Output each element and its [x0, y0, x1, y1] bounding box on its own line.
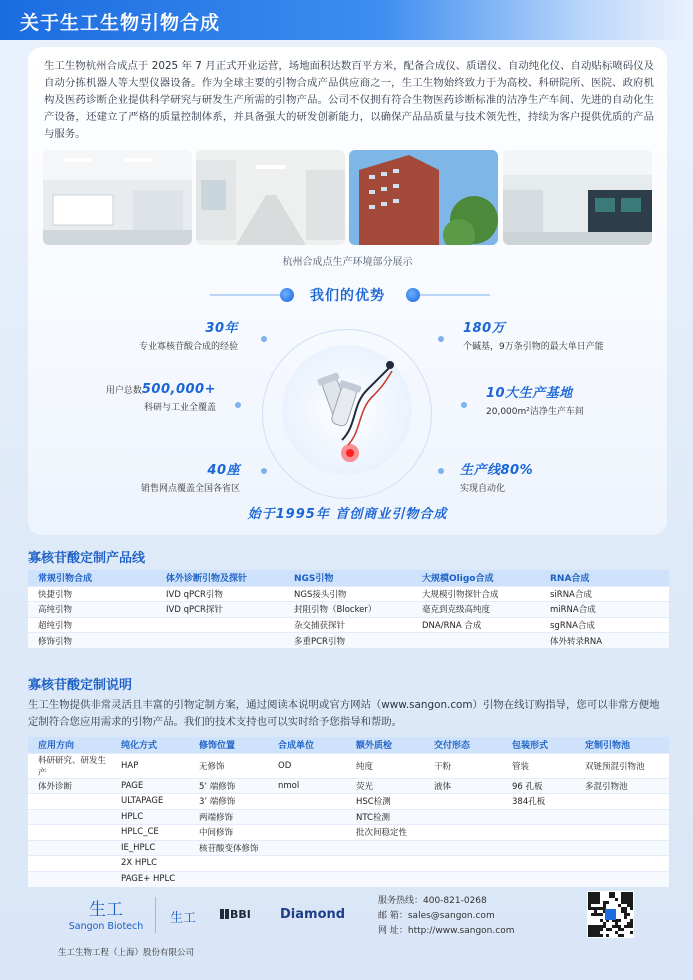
table-cell: 修饰引物 — [28, 633, 156, 649]
table-cell — [575, 840, 669, 856]
table-cell: NTC检测 — [346, 809, 424, 825]
table-cell: 2X HPLC — [111, 856, 189, 872]
product-line-title: 寡核苷酸定制产品线 — [28, 551, 146, 566]
table-cell — [189, 856, 268, 872]
table-cell: 封阻引物（Blocker） — [284, 602, 412, 618]
stat-automation: 生产线80% 实现自动化 — [460, 463, 534, 494]
table-cell — [502, 809, 575, 825]
footer — [58, 885, 638, 945]
table-row — [28, 825, 669, 841]
table-cell: 荧光 — [346, 778, 424, 794]
node-4 — [438, 336, 444, 342]
product-line-body — [28, 586, 669, 648]
column-header: NGS引物 — [284, 570, 412, 586]
table-cell — [424, 794, 502, 810]
table-header-row — [28, 737, 669, 753]
table-cell — [268, 856, 346, 872]
table-cell: nmol — [268, 778, 346, 794]
custom-options-body — [28, 753, 669, 887]
inner-ring — [282, 345, 412, 475]
table-cell: IVD qPCR引物 — [156, 586, 284, 602]
table-cell: 杂交捕获探针 — [284, 617, 412, 633]
sangon-cn-logo: 生工 — [170, 911, 197, 926]
table-cell — [28, 825, 111, 841]
company-name: 生工生物工程（上海）股份有限公司 — [58, 948, 195, 958]
custom-description: 生工生物提供非常灵活且丰富的引物定制方案，通过阅读本说明或官方网站（www.sangon.com）引物在线订购指导，您可以非常方便地定制符合您应用需求的引物产品。我们的技术支持也可以实时给予您指导和帮助。 — [28, 699, 660, 728]
column-header: 合成单位 — [268, 737, 346, 753]
node-3 — [261, 468, 267, 474]
table-cell: 多混引物池 — [575, 778, 669, 794]
photo-strip — [43, 150, 654, 245]
advantages-title: 我们的优势 — [310, 288, 385, 304]
table-cell: 科研研究、研发生产 — [28, 753, 111, 778]
stat-bases: 10大生产基地 20,000m²洁净生产车间 — [486, 386, 584, 417]
table-cell: 纯度 — [346, 753, 424, 778]
table-cell: NGS接头引物 — [284, 586, 412, 602]
table-cell: HPLC_CE — [111, 825, 189, 841]
table-cell: 体外诊断 — [28, 778, 111, 794]
bbi-logo: BBI — [220, 908, 251, 921]
stat-users: 用户总数500,000+ 科研与工业全覆盖 — [105, 382, 216, 413]
table-cell: 体外转录RNA — [540, 633, 669, 649]
qr-code-icon — [587, 891, 634, 938]
column-header: RNA合成 — [540, 570, 669, 586]
table-row — [28, 602, 669, 618]
contact-info — [378, 894, 514, 939]
stat-sales-outlets: 40座 销售网点覆盖全国各省区 — [140, 463, 240, 494]
table-cell — [575, 856, 669, 872]
column-header: 纯化方式 — [111, 737, 189, 753]
lab-photo-3 — [503, 150, 652, 245]
logo-divider — [155, 897, 156, 933]
table-cell: PAGE+ HPLC — [111, 871, 189, 887]
table-cell — [502, 825, 575, 841]
diamond-logo: Diamond — [280, 907, 346, 922]
table-cell: miRNA合成 — [540, 602, 669, 618]
website: 网 址：http://www.sangon.com — [378, 926, 515, 936]
oligo-tube-dna-icon — [282, 345, 412, 475]
table-cell — [156, 617, 284, 633]
intro-text: 生工生物杭州合成点于 2025 年 7 月正式开业运营，场地面积达数百平方米，配备合成仪、质谱仪、自动纯化仪、自动贴标喷码仪及自动分拣机器人等大型仪器设备。作为全球主要的引物合成产品供应商之一，生工生物始终致力于为高校、科研院所、医院、政府机构及医药诊断企业提供科学研究与研发生产所需的引物产品。公司不仅拥有符合生物医药诊断标准的洁净生产车间、先进的自动化生产设备，还建立了严格的质量控制体系，并具备强大的研发创新能力，以确保产品品质量与技术领先性，持续为客户提供优质的产品与服务。 — [44, 60, 654, 140]
stat-experience: 30年 专业寡核苷酸合成的经验 — [138, 321, 238, 352]
table-cell — [412, 633, 540, 649]
table-cell — [346, 840, 424, 856]
column-header: 修饰位置 — [189, 737, 268, 753]
divider-right — [420, 294, 490, 296]
column-header: 交付形态 — [424, 737, 502, 753]
table-cell — [268, 840, 346, 856]
table-cell — [268, 809, 346, 825]
table-cell: DNA/RNA 合成 — [412, 617, 540, 633]
table-row — [28, 586, 669, 602]
custom-title: 寡核苷酸定制说明 — [28, 678, 133, 693]
table-cell: 快捷引物 — [28, 586, 156, 602]
table-cell: IE_HPLC — [111, 840, 189, 856]
custom-options-table — [28, 737, 669, 887]
lab-photo-2 — [196, 150, 345, 245]
table-cell — [575, 809, 669, 825]
table-cell — [28, 856, 111, 872]
column-header: 应用方向 — [28, 737, 111, 753]
table-header-row — [28, 570, 669, 586]
table-row — [28, 809, 669, 825]
table-cell: 液体 — [424, 778, 502, 794]
table-cell: 5’ 端修饰 — [189, 778, 268, 794]
table-cell: HSC检测 — [346, 794, 424, 810]
product-line-table — [28, 570, 669, 648]
sangon-logo: 生工 Sangon Biotech — [68, 900, 144, 932]
stat-capacity: 180万 个碱基，9万条引物的最大单日产能 — [463, 321, 604, 352]
table-cell: 批次间稳定性 — [346, 825, 424, 841]
email: 邮 箱：sales@sangon.com — [378, 911, 495, 921]
node-5 — [461, 402, 467, 408]
table-cell — [424, 825, 502, 841]
table-cell: IVD qPCR探针 — [156, 602, 284, 618]
column-header: 常规引物合成 — [28, 570, 156, 586]
table-cell: 中间修饰 — [189, 825, 268, 841]
table-row — [28, 633, 669, 649]
table-cell: 无修饰 — [189, 753, 268, 778]
table-row — [28, 794, 669, 810]
table-cell: 96 孔板 — [502, 778, 575, 794]
column-header: 大规模Oligo合成 — [412, 570, 540, 586]
table-cell: sgRNA合成 — [540, 617, 669, 633]
dot-right-icon — [406, 288, 420, 302]
node-2 — [235, 402, 241, 408]
intro-card — [28, 47, 667, 535]
table-cell — [502, 840, 575, 856]
node-6 — [438, 468, 444, 474]
photo-caption: 杭州合成点生产环境部分展示 — [282, 257, 413, 268]
table-cell: ULTAPAGE — [111, 794, 189, 810]
table-row — [28, 856, 669, 872]
tagline: 始于1995年 首创商业引物合成 — [247, 507, 448, 522]
table-cell — [575, 794, 669, 810]
table-row — [28, 753, 669, 778]
table-cell — [268, 825, 346, 841]
table-cell: 384孔板 — [502, 794, 575, 810]
table-cell: 干粉 — [424, 753, 502, 778]
table-cell: 大规模引物探针合成 — [412, 586, 540, 602]
table-cell — [424, 840, 502, 856]
title-bar — [0, 0, 693, 40]
table-cell: siRNA合成 — [540, 586, 669, 602]
table-cell — [28, 809, 111, 825]
table-row — [28, 778, 669, 794]
table-cell: OD — [268, 753, 346, 778]
table-cell — [28, 840, 111, 856]
table-cell — [346, 856, 424, 872]
table-cell: 超纯引物 — [28, 617, 156, 633]
table-cell: 双链预混引物池 — [575, 753, 669, 778]
building-photo — [349, 150, 498, 245]
bbi-mark-icon — [220, 909, 230, 919]
node-1 — [261, 336, 267, 342]
table-cell — [268, 794, 346, 810]
table-row — [28, 840, 669, 856]
table-cell: HPLC — [111, 809, 189, 825]
table-cell: 管装 — [502, 753, 575, 778]
column-header: 额外质检 — [346, 737, 424, 753]
table-row — [28, 617, 669, 633]
column-header: 定制引物池 — [575, 737, 669, 753]
table-cell — [424, 809, 502, 825]
table-cell — [28, 794, 111, 810]
table-cell: 两端修饰 — [189, 809, 268, 825]
lab-photo-1 — [43, 150, 192, 245]
table-cell: HAP — [111, 753, 189, 778]
table-cell: 多重PCR引物 — [284, 633, 412, 649]
table-cell: 高纯引物 — [28, 602, 156, 618]
column-header: 体外诊断引物及探针 — [156, 570, 284, 586]
table-cell — [156, 633, 284, 649]
table-cell: 3’ 端修饰 — [189, 794, 268, 810]
table-cell — [424, 856, 502, 872]
page-title: 关于生工生物引物合成 — [20, 12, 221, 34]
table-cell — [575, 825, 669, 841]
column-header: 包装形式 — [502, 737, 575, 753]
table-cell: 核苷酸变体修饰 — [189, 840, 268, 856]
table-cell: 毫克到克级高纯度 — [412, 602, 540, 618]
table-cell — [502, 856, 575, 872]
hotline: 服务热线：400-821-0268 — [378, 896, 487, 906]
table-cell: PAGE — [111, 778, 189, 794]
